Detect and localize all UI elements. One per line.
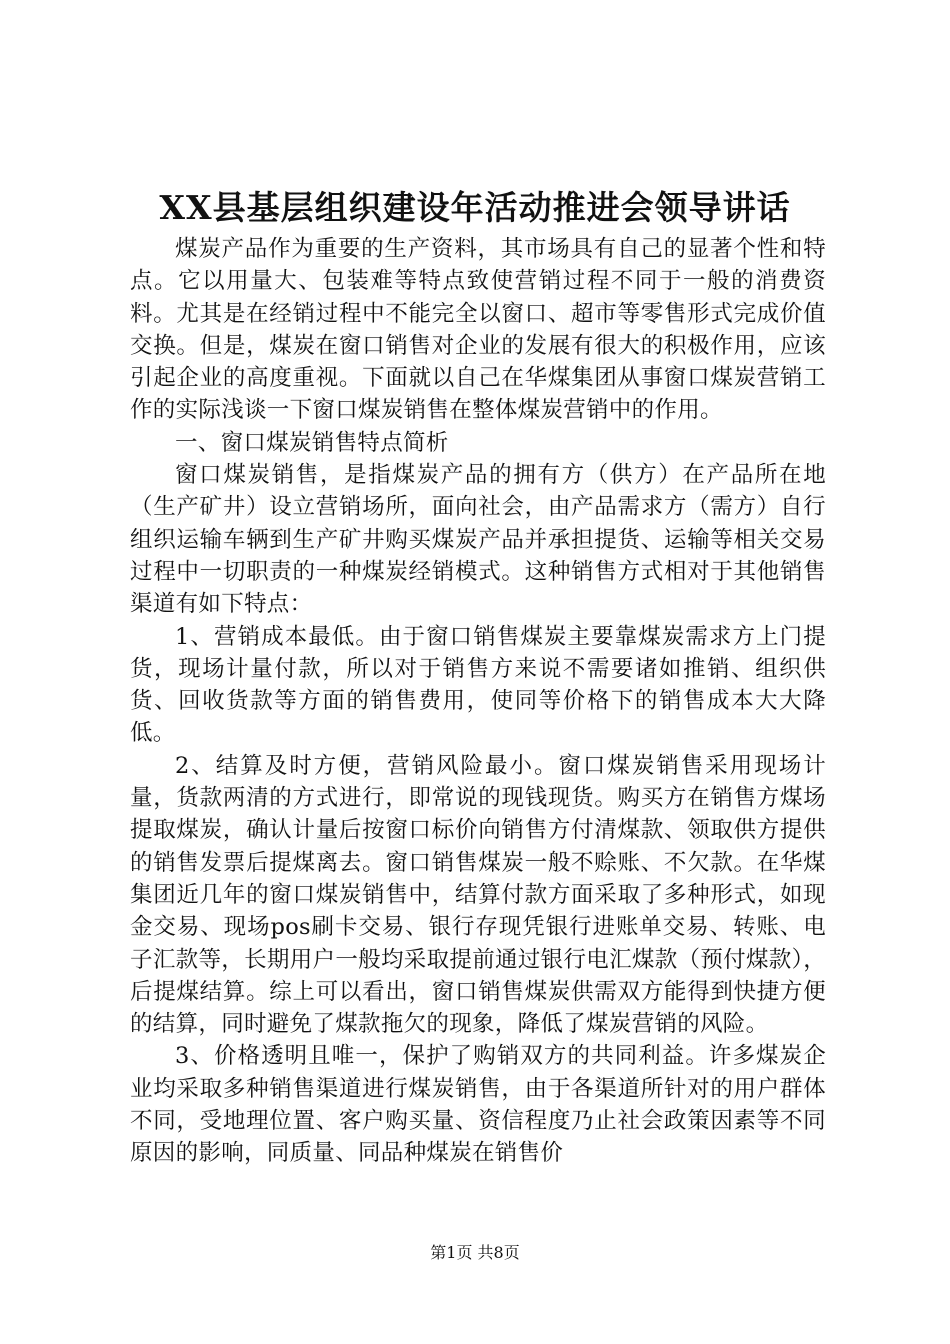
paragraph-intro: 煤炭产品作为重要的生产资料，其市场具有自己的显著个性和特点。它以用量大、包装难等特点致使营销过程不同于一般的消费资料。尤其是在经销过程中不能完全以窗口、超市等零售形式完成价值交换。但是，煤炭在窗口销售对企业的发展有很大的积极作用，应该引起企业的高度重视。下面就以自己在华煤集团从事窗口煤炭营销工作的实际浅谈一下窗口煤炭销售在整体煤炭营销中的作用。 — [130, 236, 826, 424]
section-heading: 一、窗口煤炭销售特点简析 — [175, 429, 449, 456]
document-title: XX县基层组织建设年活动推进会领导讲话 — [159, 188, 791, 227]
paragraph-point-3: 3、价格透明且唯一，保护了购销双方的共同利益。许多煤炭企业均采取多种销售渠道进行煤炭销售，由于各渠道所针对的用户群体不同，受地理位置、客户购买量、资信程度乃止社会政策因素等不同原因的影响，同质量、同品种煤炭在销售价 — [130, 1043, 826, 1167]
document-body — [130, 233, 826, 1170]
paragraph-point-1: 1、营销成本最低。由于窗口销售煤炭主要靠煤炭需求方上门提货，现场计量付款，所以对于销售方来说不需要诸如推销、组织供货、回收货款等方面的销售费用，使同等价格下的销售成本大大降低。 — [130, 623, 826, 747]
paragraph-point-2: 2、结算及时方便，营销风险最小。窗口煤炭销售采用现场计量，货款两清的方式进行，即常说的现钱现货。购买方在销售方煤场提取煤炭，确认计量后按窗口标价向销售方付清煤款、领取供方提供的销售发票后提煤离去。窗口销售煤炭一般不赊账、不欠款。在华煤集团近几年的窗口煤炭销售中，结算付款方面采取了多种形式，如现金交易、现场pos刷卡交易、银行存现凭银行进账单交易、转账、电子汇款等，长期用户一般均采取提前通过银行电汇煤款（预付煤款），后提煤结算。综上可以看出，窗口销售煤炭供需双方能得到快捷方便的结算，同时避免了煤款拖欠的现象，降低了煤炭营销的风险。 — [130, 752, 826, 1038]
paragraph-definition: 窗口煤炭销售，是指煤炭产品的拥有方（供方）在产品所在地（生产矿井）设立营销场所，面向社会，由产品需求方（需方）自行组织运输车辆到生产矿井购买煤炭产品并承担提货、运输等相关交易过程中一切职责的一种煤炭经销模式。这种销售方式相对于其他销售渠道有如下特点： — [130, 462, 826, 618]
page-number-footer: 第1页 共8页 — [430, 1243, 520, 1262]
